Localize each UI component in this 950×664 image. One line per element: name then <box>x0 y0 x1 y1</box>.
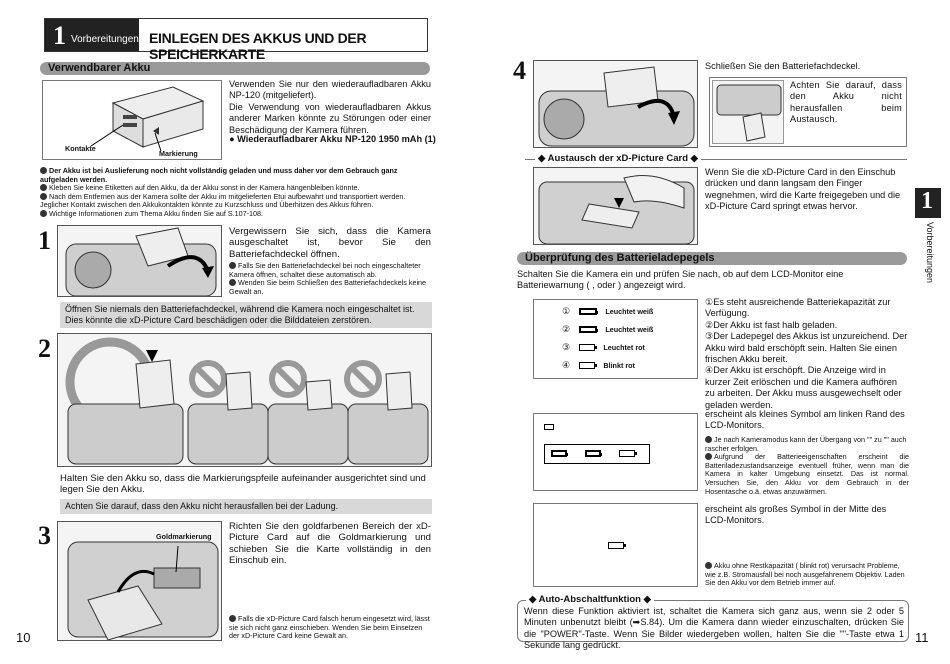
battery-figure <box>42 80 222 160</box>
step-4-caution <box>709 77 907 147</box>
note-text: Wichtige Informationen zum Thema Akku finden Sie auf S.107-108. <box>49 208 264 218</box>
card-eject-illustration <box>534 168 698 245</box>
wrong-insertion-2 <box>268 363 348 464</box>
level-descriptions <box>705 297 909 411</box>
note-text: Aufgrund der Batterieeigenschaften erscheint die Batteriladezustandsanzeige eventuell früher, wenn man die Kamera in kalter Umgebung einsetzt. Das ist normal. Versuchen Sie, den Akku vor dem Gebrauch in der Hosentasche o.ä. etwas anzuwärmen. <box>705 452 909 496</box>
caution-text: Achten Sie darauf, dass den Akku nicht herausfallen beim Austausch. <box>790 80 902 125</box>
level-row <box>562 342 692 353</box>
lcd-symbol-strip <box>544 444 650 464</box>
note-icon <box>40 184 47 191</box>
level-description: ③Der Ladepegel des Akkus ist unzureichend. Der Akku wird bald erschöpft sein. Halten Sie einen frischen Akku bereit. <box>705 331 908 365</box>
level-num: ④ <box>562 360 571 370</box>
step-2-text: Halten Sie den Akku so, dass die Markierungspfeile aufeinander ausgerichtet sind und legen Sie den Akku. <box>60 473 426 496</box>
battery-bullet <box>229 134 439 145</box>
large-symbol-figure <box>533 503 698 587</box>
note-icon <box>705 436 712 443</box>
step-1-figure <box>57 225 222 297</box>
symbol-text-body: erscheint als kleines Symbol am linken Rand des LCD-Monitors. <box>705 409 905 431</box>
battery-empty-icon <box>608 542 624 549</box>
auto-off-text: Wenn diese Funktion aktiviert ist, schaltet die Kamera sich ganz aus, wenn sie 2 oder 5 Minuten unbenutzt bleibt (➡S.84). Um die Kamera dann wieder einzuschalten, drücken Sie die "POWER"-Taste. Wenn Sie Bilder wiedergeben wollen, halten Sie die ""-Taste etwa 1 Sekunde lang gedrückt. <box>524 606 904 651</box>
caution-figure <box>712 80 784 144</box>
step-1-number: 1 <box>38 226 51 255</box>
note-text: Akku ohne Restkapazität ( blinkt rot) verursacht Probleme, wie z.B. Stromausfall bei noch ausgefahrenem Objektiv. Laden Sie den Akku vor dem Betrieb immer auf. <box>705 561 905 588</box>
right-page <box>475 0 950 664</box>
step-3-note <box>229 615 433 641</box>
wrong-insertion-3 <box>347 363 428 464</box>
level-num: ② <box>562 324 571 334</box>
level-row <box>562 324 692 335</box>
step-2-number: 2 <box>38 334 51 363</box>
chapter-tab <box>45 19 139 51</box>
note-text: Wenden Sie beim Schließen des Batteriefachdeckels keine Gewalt an. <box>229 278 427 296</box>
level-label: Leuchtet weiß <box>605 307 654 316</box>
note-icon <box>40 210 47 217</box>
step-1-notes <box>229 262 433 296</box>
note-item <box>705 436 909 453</box>
note-text: Falls die xD-Picture Card falsch herum eingesetzt wird, lässt sie sich nicht ganz einschieben. Wenden Sie beim Einsetzen der xD-Picture Card keine Gewalt an. <box>229 614 430 641</box>
step-3-number: 3 <box>38 521 51 550</box>
battery-full-icon <box>551 450 567 457</box>
level-num: ③ <box>562 342 571 352</box>
level-description: ①Es steht ausreichende Batteriekapazität zur Verfügung. <box>705 297 891 319</box>
note-icon <box>705 562 712 569</box>
level-label: Leuchtet rot <box>603 343 645 352</box>
note-icon <box>229 279 236 286</box>
xd-replace-header: ◆ Austausch der xD-Picture Card ◆ <box>535 153 701 164</box>
side-tab-label: Vorbereitungen <box>925 222 935 284</box>
auto-off-header: ◆ Auto-Abschaltfunktion ◆ <box>526 594 654 605</box>
section-check-header: Überprüfung des Batterieladepegels <box>517 252 907 265</box>
level-row <box>562 360 692 371</box>
large-symbol-text-body: erscheint als großes Symbol in der Mitte des LCD-Monitors. <box>705 504 887 526</box>
step-3-figure <box>57 521 222 641</box>
check-intro <box>517 269 909 292</box>
xd-header-text: Austausch der xD-Picture Card <box>547 153 689 164</box>
auto-off-box <box>517 594 909 651</box>
note-item <box>40 193 432 210</box>
note-icon <box>229 615 236 622</box>
lcd-mini <box>544 424 554 430</box>
level-label: Blinkt rot <box>603 361 635 370</box>
large-symbol-note <box>705 562 909 588</box>
xd-replace-figure <box>533 167 698 245</box>
note-item <box>705 453 909 496</box>
battery-level-table <box>533 299 698 379</box>
correct-insertion <box>68 342 183 464</box>
large-symbol-text <box>705 504 909 527</box>
battery-notes <box>40 167 432 219</box>
small-symbol-figure <box>533 413 698 491</box>
symbol-notes <box>705 436 909 496</box>
camera-close-cover-illustration <box>534 61 698 148</box>
section-battery-header: Verwendbarer Akku <box>40 62 430 75</box>
battery-low-icon <box>579 344 595 351</box>
level-description: ②Der Akku ist fast halb geladen. <box>705 319 838 330</box>
note-item <box>40 167 432 184</box>
label-marking: Markierung <box>159 149 198 158</box>
level-description: ④Der Akku ist erschöpft. Die Anzeige wird in kurzer Zeit erlöschen und die Kamera aufhören zu arbeiten. Der Akku muss ausgewechselt oder geladen werden. <box>705 365 902 410</box>
symbol-text <box>705 409 909 432</box>
page-number-left: 10 <box>16 630 31 645</box>
battery-falling-illustration <box>713 81 784 144</box>
auto-off-header-text: Auto-Abschaltfunktion <box>538 594 641 605</box>
step-4-figure <box>533 60 698 148</box>
battery-text: Verwenden Sie nur den wiederaufladbaren Akku NP-120 (mitgeliefert). Die Verwendung von wiederaufladbaren Akkus anderer Marken könnte zu Störungen oder einer Beschädigung der Kamera führen. <box>229 79 431 135</box>
page-title: EINLEGEN DES AKKUS UND DER SPEICHERKARTE <box>149 30 367 62</box>
note-text: Je nach Kameramodus kann der Übergang von "" zu "" auch rascher erfolgen. <box>705 435 907 453</box>
note-icon <box>705 453 712 460</box>
step-2-note: Achten Sie darauf, dass den Akku nicht herausfallen bei der Ladung. <box>60 499 432 514</box>
note-icon <box>40 167 47 174</box>
chapter-label: Vorbereitungen <box>71 34 139 45</box>
battery-low-icon <box>619 450 635 457</box>
note-icon <box>40 193 47 200</box>
side-tab-number-box <box>915 188 941 218</box>
page-number-right: 11 <box>915 630 929 645</box>
check-intro-text: Schalten Sie die Kamera ein und prüfen Sie nach, ob auf dem LCD-Monitor eine Batteriewarnung ( , oder ) angezeigt wird. <box>517 269 844 291</box>
level-num: ① <box>562 306 571 316</box>
label-gold-marking: Goldmarkierung <box>156 532 212 541</box>
step-4-number: 4 <box>513 56 526 85</box>
bullet-icon: ● <box>229 134 235 144</box>
battery-insertion-illustration <box>58 334 432 467</box>
battery-half-icon <box>579 326 597 333</box>
battery-half-icon <box>585 450 601 457</box>
battery-empty-icon <box>579 362 595 369</box>
note-text: Der Akku ist bei Auslieferung noch nicht vollständig geladen und muss daher vor dem Gebrauch ganz aufgeladen werden. <box>40 166 398 184</box>
note-icon <box>229 262 236 269</box>
step-1-warning: Öffnen Sie niemals den Batteriefachdeckel, während die Kamera noch eingeschaltet ist. Dies könnte die xD-Picture Card beschädigen oder die Bilddateien zerstören. <box>60 302 432 328</box>
chapter-header <box>44 18 428 62</box>
note-item <box>229 279 433 296</box>
side-tab <box>915 188 950 288</box>
side-tab-number: 1 <box>921 188 933 214</box>
note-text: Nach dem Entfernen aus der Kamera sollte der Akku im mitgelieferten Etui aufbewahrt und transportiert werden. Jeglicher Kontakt zwischen den Akkukontakten könnte zu Kurzschluss und Überhitzen des Akkus führen. <box>40 191 406 210</box>
note-text: Kleben Sie keine Etiketten auf den Akku, da der Akku sonst in der Kamera hängenbleiben könnte. <box>49 183 360 193</box>
wrong-insertion-1 <box>188 363 268 464</box>
step-4-text: Schließen Sie den Batteriefachdeckel. <box>705 61 861 71</box>
note-text: Falls Sie den Batteriefachdeckel bei noch eingeschalteter Kamera öffnen, schaltet diese automatisch ab. <box>229 261 421 279</box>
battery-full-icon <box>579 308 597 315</box>
note-item <box>40 210 432 219</box>
camera-open-cover-illustration <box>58 226 222 297</box>
step-1-text: Vergewissern Sie sich, dass die Kamera ausgeschaltet ist, bevor Sie den Batteriefachdeckel öffnen. <box>229 226 431 260</box>
step-3-text: Richten Sie den goldfarbenen Bereich der xD-Picture Card auf die Goldmarkierung und schieben Sie die Karte vollständig in den Einschub ein. <box>229 521 431 567</box>
label-contacts: Kontakte <box>65 144 96 153</box>
level-row <box>562 306 692 317</box>
note-item <box>229 262 433 279</box>
battery-bullet-text: Wiederaufladbarer Akku NP-120 1950 mAh (1) <box>237 134 436 144</box>
step-2-figure <box>57 333 432 467</box>
chapter-number: 1 <box>53 21 66 50</box>
xd-replace-text: Wenn Sie die xD-Picture Card in den Einschub drücken und dann langsam den Finger wegnehmen, wird die Karte freigegeben und die xD-Picture Card springt etwas hervor. <box>705 167 901 212</box>
level-label: Leuchtet weiß <box>605 325 654 334</box>
